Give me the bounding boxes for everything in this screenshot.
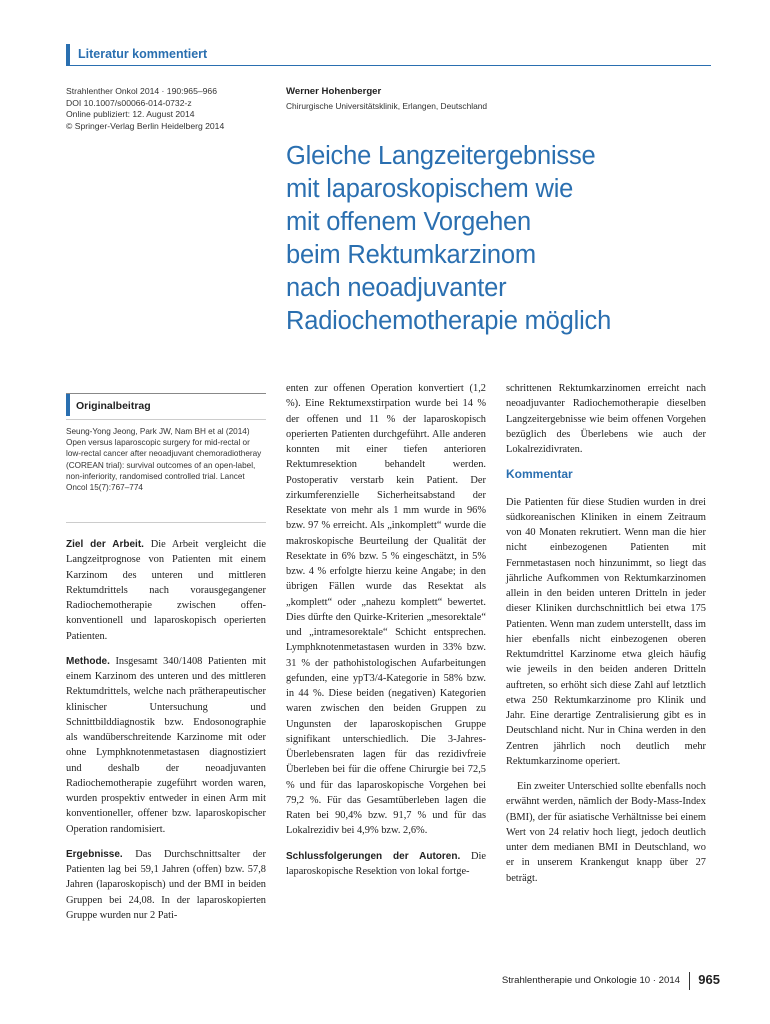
article-title — [286, 140, 716, 338]
paragraph-ziel — [66, 537, 266, 644]
paragraph-methode — [66, 654, 266, 837]
footer-journal-issue: Strahlentherapie und Onkologie 10 · 2014 — [501, 975, 680, 986]
author-affiliation: Chirurgische Universitätsklinik, Erlangen, Deutschland — [286, 101, 488, 111]
methode-text: Insgesamt 340/1408 Patienten mit einem Karzinom des unteren und des mittleren Rektumdrittels, welche nach prätherapeutischer klinischer Untersuchung und Schnittbilddiagnostik bzw. Endosonographie als wandüberschreitende Karzinome mit oder ohne Lymphknotenmetastasen diagnostiziert und deshalb der neoadjuvanten Radiochemotherapie zugeführt worden waren, wurden prospektiv entweder in einen Arm mit konventioneller, offener bzw. laparoskopischer Operation randomisiert. — [66, 655, 266, 835]
kommentar-paragraph-2: Ein zweiter Unterschied sollte ebenfalls noch erwähnt werden, nämlich der Body-Mass-Index (BMI), der für asiatische Verhältnisse bei einem Wert von 24 relativ hoch liegt, jedoch deutlich unter dem medianen BMI in Deutschland, wo er in unserem Krankengut knapp über 27 beträgt. — [506, 781, 706, 884]
schluss-text: Die laparoskopische Resektion von lokal fortge- — [286, 850, 486, 877]
footer-separator — [689, 972, 690, 990]
page-footer — [480, 972, 720, 992]
original-article-heading: Originalbeitrag — [76, 400, 151, 412]
title-line: Gleiche Langzeitergebnisse — [286, 142, 596, 170]
section-accent-bar — [66, 44, 70, 65]
box-accent-bar — [66, 394, 70, 416]
title-line: nach neoadjuvanter — [286, 274, 507, 302]
title-line: mit offenem Vorgehen — [286, 208, 532, 236]
copyright: © Springer-Verlag Berlin Heidelberg 2014 — [66, 120, 225, 131]
title-line: beim Rektumkarzinom — [286, 241, 536, 269]
column-2 — [286, 381, 486, 889]
title-line: mit laparoskopischem wie — [286, 175, 574, 203]
journal-reference: Strahlenther Onkol 2014 · 190:965–966 — [66, 86, 217, 96]
ergebnisse-text: Das Durchschnittsalter der Patienten lag bei 59,1 Jahren (offen) bzw. 57,8 Jahren (laparoskopisch) und der BMI in beiden Gruppen bei 24,08. In der laparoskopierten Gruppe wurden nur 2 Pati- — [66, 848, 266, 921]
section-header — [66, 44, 711, 66]
ziel-text: Die Arbeit vergleicht die Langzeitprognose von Patienten mit einem Karzinom des unteren und mittleren Rektumdrittels nach vorausgegangener Radiochemotherapie zwischen offen-konventionell und laparoskopisch operierten Patienten. — [66, 539, 266, 642]
column-3 — [506, 381, 706, 896]
paragraph-schlussfolgerungen — [286, 849, 486, 880]
paragraph-results-continued: enten zur offenen Operation konvertiert (1,2 %). Eine Rektumexstirpation wurde bei 14 % der offenen und 11 % der laparoskopisch operierten Patienten durchgeführt. Alle anderen konnten mit einer tiefen anterioren Rektumresektion behandelt werden. Postoperativ verstarb kein Patient. Der zirkumferenzielle Sicherheitsabstand der Resektate von mehr als 1 mm wurde in 96% bzw. 97 % erreicht. Als „inkomplett“ wurde die makroskopische Beurteilung der Qualität der Resektate in 6% bzw. 5 % eingeschätzt, in 5% bzw. 4 % erfolgte hierzu keine Angabe; in den übrigen Fällen wurde das Resektat als „komplett“ oder „nahezu komplett“ bewertet. Dies dürfte den Quirke-Kriterien „mesorektale“ und „intramesorektale“ Schicht entsprechen. Lymphknotenmetastasen wurden in 33% bzw. 31 % der pathohistologischen Aufarbeitungen gefunden, eine ypT3/4-Kategorie in 58% bzw. in 44 %. Diese beiden (negativen) Kategorien waren zwischen den beiden Gruppen zu Ungunsten der laparoskopischen Gruppe signifikant unterschiedlich. Die 3-Jahres-Überlebensraten lagen für das rezidivfreie Überleben bei für die offene Chirurgie bei 72,5 % und für das laparoskopische Vorgehen bei 79,2 %. Für das Gesamtüberleben lagen die Raten bei 90,4% bzw. 91,7 % und für das Lokalrezidiv bei 4,9% bzw. 2,6%. — [286, 383, 486, 837]
page-number: 965 — [698, 972, 720, 987]
column-1 — [66, 537, 266, 933]
article-meta — [66, 86, 266, 132]
paragraph-ergebnisse — [66, 847, 266, 923]
publication-date: Online publiziert: 12. August 2014 — [66, 109, 195, 120]
ergebnisse-heading: Ergebnisse. — [66, 848, 123, 860]
original-article-citation: Seung-Yong Jeong, Park JW, Nam BH et al (2014) Open versus laparoscopic surgery for mid-rectal or low-rectal cancer after neoadjuvant chemoradiotheray (COREAN trial): survival outcomes of an open-label, non-inferiority, randomised controlled trial. Lancet Oncol 15(7):767–774 — [66, 427, 262, 493]
box-divider — [66, 419, 266, 420]
original-article-box — [66, 393, 266, 523]
section-label: Literatur kommentiert — [78, 47, 208, 61]
paragraph-conclusion-continued: schrittenen Rektumkarzinomen erreicht nach neoadjuvanter Radiochemotherapie dieselben Langzeitergebnisse wie beim offenen Vorgehen bezüglich des Überlebens wie auch der Lokalrezidivraten. — [506, 383, 706, 455]
kommentar-heading: Kommentar — [506, 467, 573, 482]
schluss-heading: Schlussfolgerungen der Autoren. — [286, 850, 461, 862]
author-name: Werner Hohenberger — [286, 86, 382, 97]
doi: DOI 10.1007/s00066-014-0732-z — [66, 97, 192, 108]
title-line: Radiochemotherapie möglich — [286, 307, 612, 335]
ziel-heading: Ziel der Arbeit. — [66, 539, 144, 550]
kommentar-paragraph-1: Die Patienten für diese Studien wurden in drei südkoreanischen Kliniken in einem Zeitraum von 40 Monaten rekrutiert. Wenn man die hier nicht einbezogenen Patienten mit Fernmetastasen noch hinzunimmt, so liegt das jährliche Aufkommen von Rektumkarzinomen allein in den beiden unteren Dritteln in jeder dieser Kliniken durchschnittlich bei etwa 175 Patienten. Wenn man zudem unterstellt, dass im hier ebenfalls nicht einbezogenen oberen Rektumdrittel Karzinome etwa gleich häufig wie jeweils in den beiden anderen Dritteln auftreten, so erhöht sich diese Zahl auf letztlich etwa 250 Rektumkarzinome pro Klinik und Jahr. Eine derartige Zentralisierung gibt es in Deutschland nicht. Nur in China werden in den Zentren jährlich noch deutlich mehr Rektumkarzinome operiert. — [506, 496, 706, 767]
methode-heading: Methode. — [66, 655, 110, 667]
